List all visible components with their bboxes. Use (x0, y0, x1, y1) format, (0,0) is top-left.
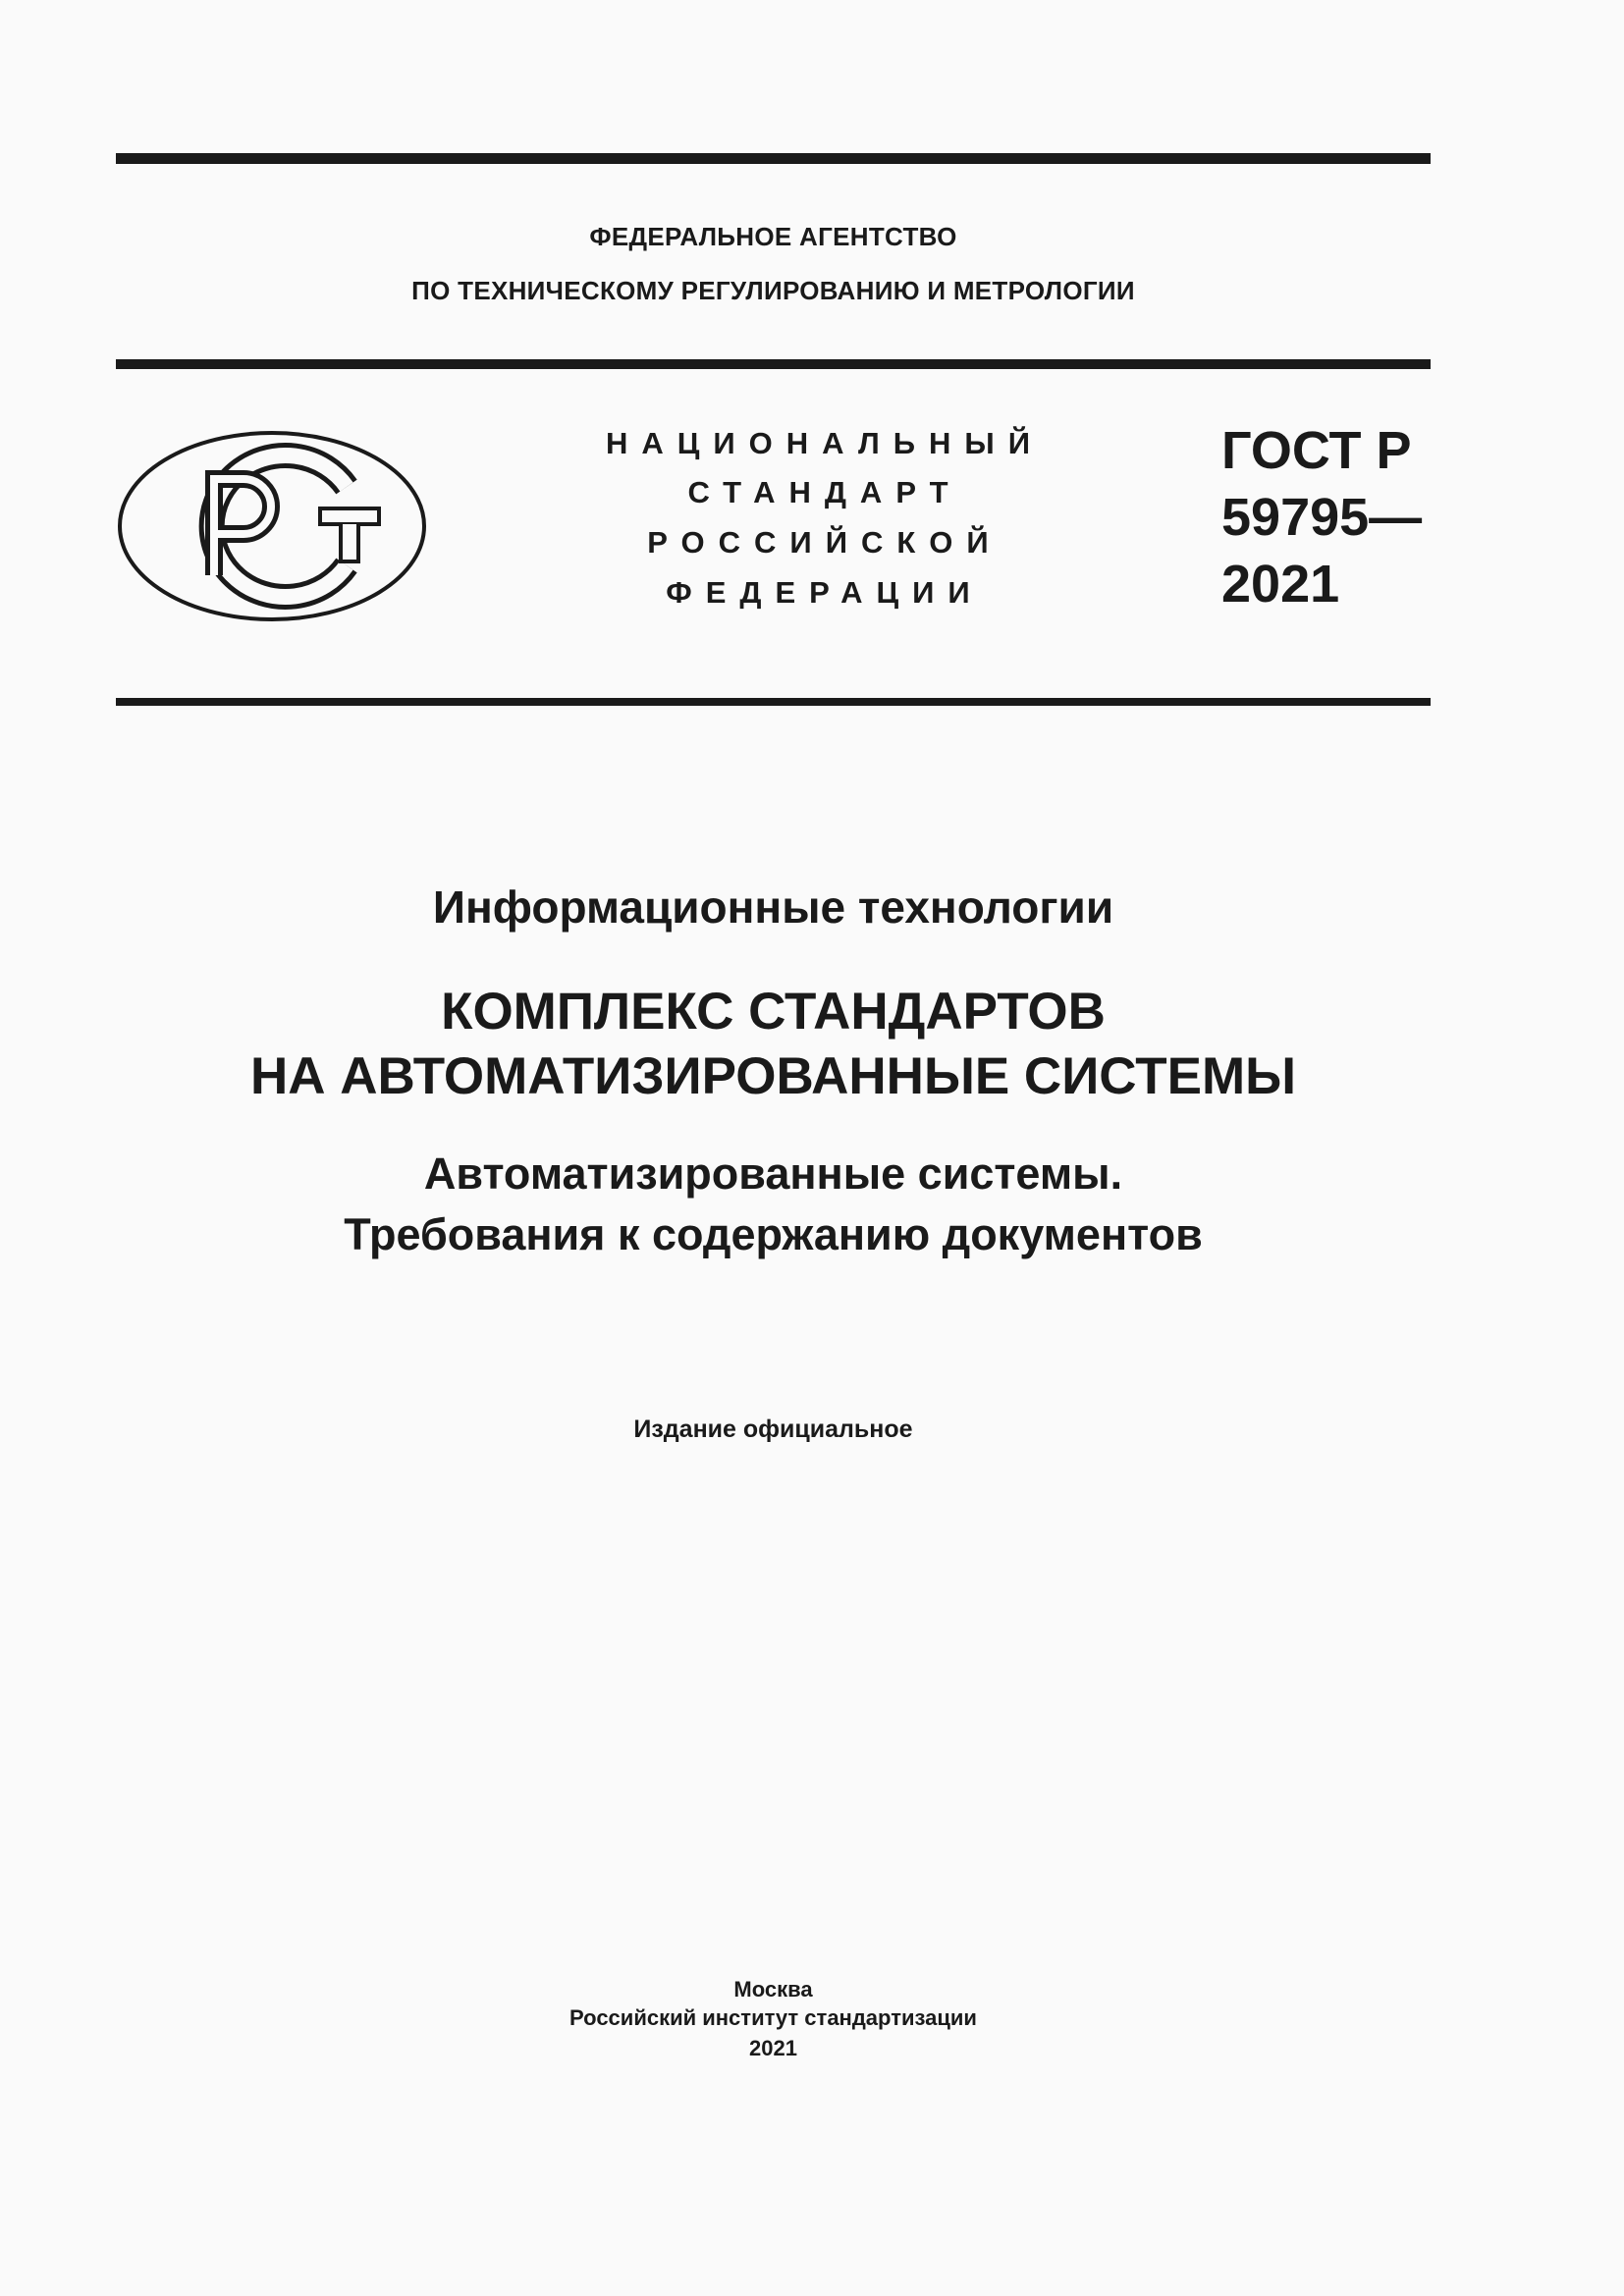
national-standard-line2: СТАНДАРТ (687, 475, 962, 509)
standard-designation-line1: ГОСТ Р (1221, 421, 1412, 480)
national-standard-line3: РОССИЙСКОЙ (647, 525, 1002, 560)
imprint-year: 2021 (749, 2036, 797, 2060)
imprint-publisher: Российский институт стандартизации (569, 2005, 977, 2030)
agency-name-line1: ФЕДЕРАЛЬНОЕ АГЕНТСТВО (589, 222, 957, 251)
complex-title-line1: КОМПЛЕКС СТАНДАРТОВ (441, 983, 1106, 1041)
document-subtitle-line1: Автоматизированные системы. (423, 1148, 1123, 1199)
document-subtitle-line2: Требования к содержанию документов (344, 1209, 1203, 1259)
agency-name-line2: ПО ТЕХНИЧЕСКОМУ РЕГУЛИРОВАНИЮ И МЕТРОЛОГИИ (411, 276, 1135, 305)
imprint-city: Москва (733, 1977, 813, 2002)
top-rule (116, 153, 1431, 164)
rst-logo-icon (116, 428, 428, 624)
standard-designation-line3: 2021 (1221, 555, 1340, 614)
series-title: Информационные технологии (432, 881, 1114, 933)
standard-designation-line2: 59795— (1221, 488, 1423, 547)
edition-note: Издание официальное (633, 1415, 913, 1443)
national-standard-line4: ФЕДЕРАЦИИ (666, 575, 984, 610)
national-standard-line1: НАЦИОНАЛЬНЫЙ (605, 426, 1045, 460)
complex-title-line2: НА АВТОМАТИЗИРОВАННЫЕ СИСТЕМЫ (249, 1047, 1297, 1105)
header-rule (116, 359, 1431, 369)
header-bottom-rule (116, 698, 1431, 706)
